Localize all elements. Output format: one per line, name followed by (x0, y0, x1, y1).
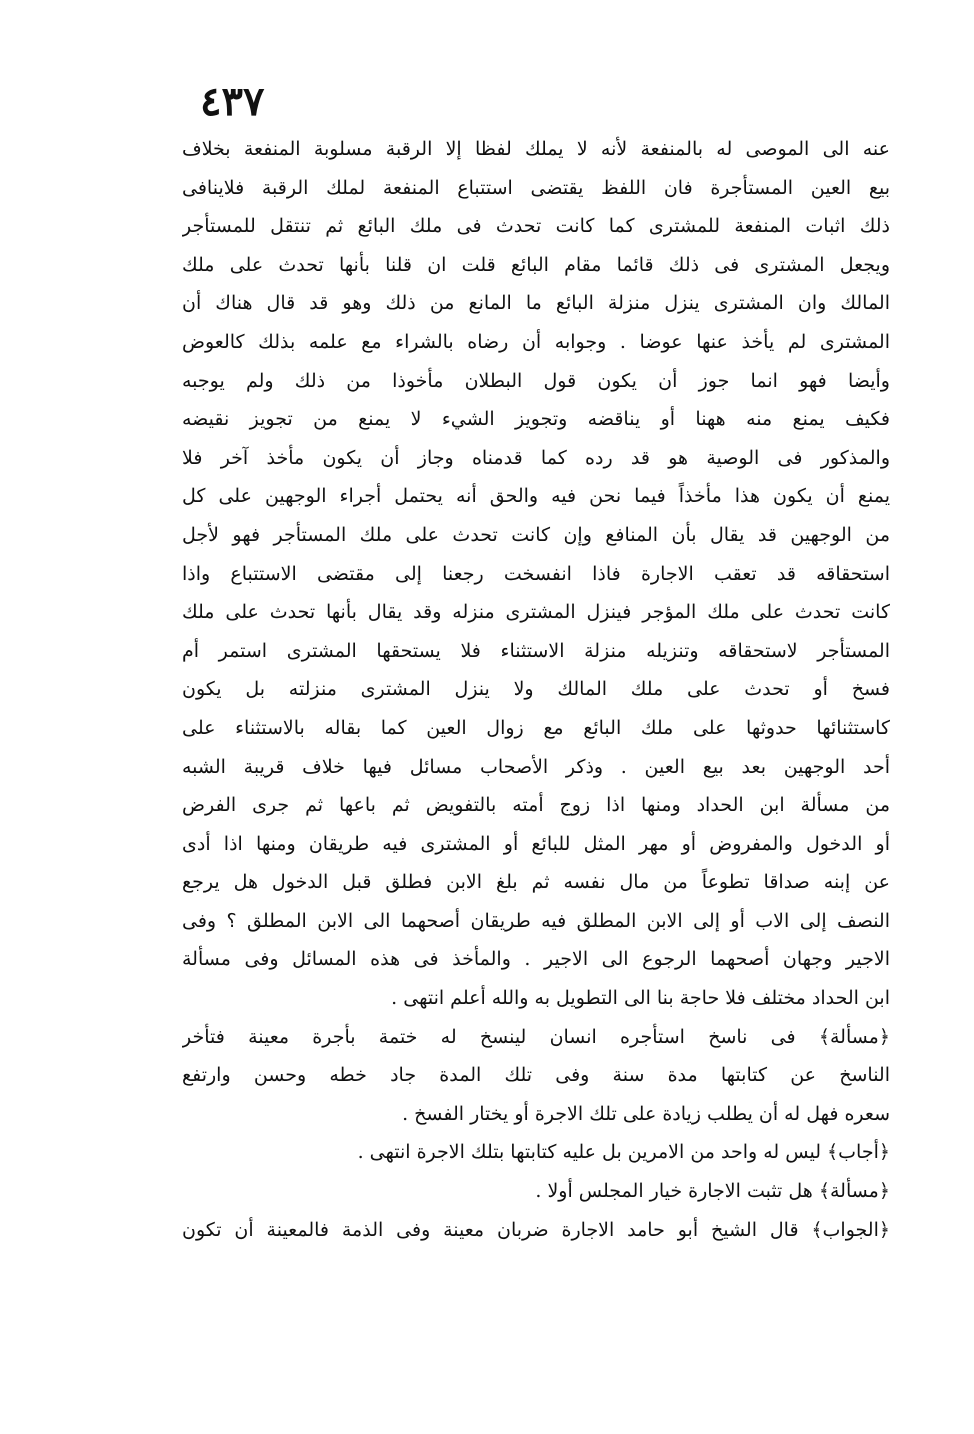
question-line: ﴿مسألة﴾ فى ناسخ استأجره انسان لينسخ له ختمة بأجرة معينة فتأخر (182, 1025, 890, 1048)
text-line: ذلك اثبات المنفعة للمشترى كما كانت تحدث فى ملك البائع ثم تنتقل للمستأجر (182, 215, 890, 238)
text-line: فسخ أو تحدث على ملك المالك ولا ينزل المشترى منزلته بل يكون (182, 678, 890, 701)
text-line: أحد الوجهين بعد بيع العين . وذكر الأصحاب مسائل فيها خلاف قريبة الشبه (182, 755, 890, 778)
text-line: كاستثنائها حدوثها على ملك البائع مع زوال العين كما بقاله بالاستثناء على (182, 716, 890, 739)
text-line: ابن الحداد مختلف فلا حاجة بنا الى التطويل به والله أعلم انتهى . (391, 987, 890, 1010)
text-line: كانت تحدث على ملك المؤجر فينزل المشترى منزله وقد يقال بأنها تحدث على ملك (182, 601, 890, 624)
text-line: وأيضا فهو انما جوز أن يكون قول البطلان مأخوذا من ذلك ولم يوجبه (182, 369, 890, 392)
text-line: يمنع أن يكون هذا مأخذاً فيما نحن فيه والحق أنه يحتمل أجراء الوجهين على كل (182, 485, 890, 508)
text-line: من مسألة ابن الحداد ومنها اذا زوج أمته بالتفويض ثم باعها ثم جرى الفرض (182, 794, 890, 817)
text-line: أو الدخول والمفروض أو مهر المثل للبائع أو المشترى فيه طريقان ومنها اذا أدى (182, 832, 890, 855)
text-line: بيع العين المستأجرة فان اللفظ يقتضى استتباع المنفعة لملك الرقبة فلاينافى (182, 176, 890, 199)
text-line: من الوجهين قد يقال بأن المنافع وإن كانت تحدث على ملك المستأجر فهو لأجل (182, 523, 890, 546)
answer-line: ﴿أجاب﴾ ليس له واحد من الامرين بل عليه كتابتها بتلك الاجرة انتهى . (357, 1141, 890, 1164)
text-line: استحقاقه قد تعقب الاجارة فاذا انفسخت رجعنا إلى مقتضى الاستتباع واذا (182, 562, 890, 585)
body-text (182, 130, 890, 1249)
text-line: ويجعل المشترى فى ذلك قائما مقام البائع قلت ان قلنا بأنها تحدث على ملك (182, 253, 890, 276)
text-line: الاجير وجهان أصحهما الرجوع الى الاجير . والمأخذ فى هذه المسائل وفى مسألة (182, 948, 890, 971)
text-line: عنه الى الموصى له بالمنفعة لأنه لا يملك لفظا إلا الرقبة مسلوبة المنفعة بخلاف (182, 138, 890, 160)
page-number: ٤٣٧ (200, 78, 265, 125)
question-line: ﴿مسألة﴾ هل تثبت الاجارة خيار المجلس أولا . (535, 1180, 890, 1203)
text-line: عن إبنه صداقا تطوعاً من مال نفسه ثم بلغ الابن فطلق قبل الدخول هل يرجع (182, 871, 890, 894)
text-line: المشترى لم يأخذ عنها عوضا . وجوابه أن رضاه بالشراء مع علمه بذلك كالعوض (182, 330, 890, 353)
text-line: المستأجر لاستحقاقه وتنزيله منزلة الاستثناء فلا يستحقها المشترى استمر أم (182, 639, 890, 662)
text-line: النصف إلى الاب أو إلى الابن المطلق فيه طريقان أصحهما الى الابن المطلق ؟ وفى (182, 909, 890, 932)
text-line: الناسخ عن كتابتها مدة سنة وفى تلك المدة جاد خطه وحسن وارتفع (182, 1064, 890, 1087)
text-line: سعره فهل له أن يطلب زيادة على تلك الاجرة أو يختار الفسخ . (402, 1102, 890, 1125)
text-line: المالك وان المشترى ينزل منزلة البائع ما المانع من ذلك وهو قد قال هناك أن (182, 292, 890, 315)
text-line: والمذكور فى الوصية هو قد رده كما قدمناه وجاز أن يكون مأخذ آخر فلا (182, 446, 890, 469)
answer-line: ﴿الجواب﴾ قال الشيخ أبو حامد الاجارة ضربان معينة وفى الذمة فالمعينة أن تكون (182, 1218, 890, 1241)
text-line: فكيف يمنع منه ههنا أو يناقضه وتجويز الشيء لا يمنع من تجويز نقيضه (182, 408, 890, 431)
